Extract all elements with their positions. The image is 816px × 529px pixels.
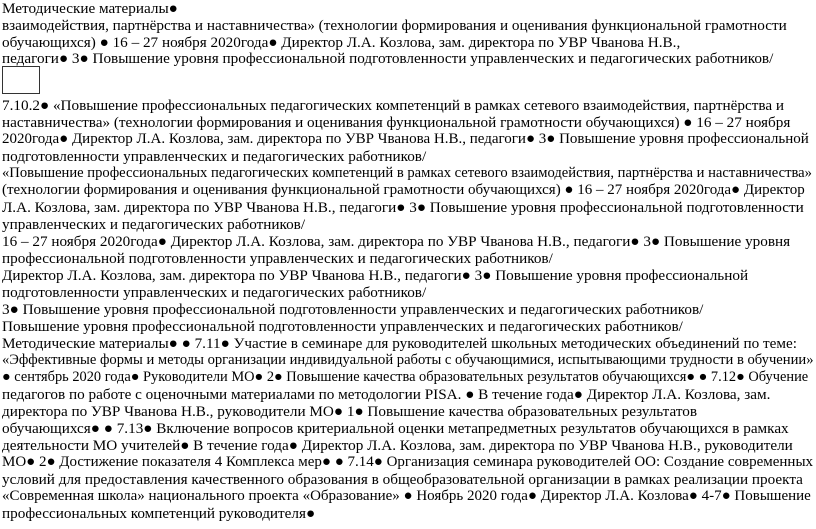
text-line: «Повышение профессиональных педагогических компетенций в рамках сетевого взаимодействия, партнёрства и наставничества»: [2, 165, 812, 181]
text-line: деятельности МО учителей● В течение года● Директор Л.А. Козлова, зам. директора по УВР Чванова Н.В., руководители: [2, 437, 793, 454]
text-line: Методические материалы● ● 7.11● Участие в семинаре для руководителей школьных методических объединений по теме:: [2, 335, 797, 352]
text-line: условий для предоставления качественного образования в общеобразовательной организации в рамках реализации проекта: [2, 471, 803, 488]
text-line: взаимодействия, партнёрства и наставничества» (технологии формирования и оценивания функциональной грамотности: [2, 17, 787, 34]
text-line: наставничества» (технологии формирования и оценивания функциональной грамотности обучающихся) ● 16 – 27 ноября: [2, 114, 791, 131]
text-line: «Эффективные формы и методы организации индивидуальной работы с обучающимися, испытывающими трудности в обучении»: [2, 352, 814, 368]
text-line: «Современная школа» национального проекта «Образование» ● Ноябрь 2020 года● Директор Л.А. Козлова● 4-7● Повышение: [2, 488, 811, 504]
text-line: 2020года● Директор Л.А. Козлова, зам. директора по УВР Чванова Н.В., педагоги● 3● Повышение уровня профессиональной: [2, 131, 809, 147]
text-line: педагоги● 3● Повышение уровня профессиональной подготовленности управленческих и педагогических работников/: [2, 50, 774, 67]
text-line: Методические материалы●: [2, 0, 178, 17]
text-line: (технологии формирования и оценивания функциональной грамотности обучающихся) ● 16 – 27 ноября 2020года● Директор: [2, 182, 805, 198]
text-line: управленческих и педагогических работников/: [2, 216, 306, 233]
text-line: Повышение уровня профессиональной подготовленности управленческих и педагогических работников/: [2, 318, 683, 335]
text-line: 7.10.2● «Повышение профессиональных педагогических компетенций в рамках сетевого взаимодействия, партнёрства и: [2, 97, 784, 114]
text-line: 16 – 27 ноября 2020года● Директор Л.А. Козлова, зам. директора по УВР Чванова Н.В., педагоги● 3● Повышение уровня: [2, 233, 791, 250]
text-line: подготовленности управленческих и педагогических работников/: [2, 148, 427, 165]
text-line: директора по УВР Чванова Н.В., руководители МО● 1● Повышение качества образовательных результатов: [2, 403, 698, 420]
text-line: педагогов по работе с оценочными материалами по методологии PISA. ● В течение года● Директор Л.А. Козлова, зам.: [2, 386, 771, 403]
text-line: ● сентябрь 2020 года● Руководители МО● 2● Повышение качества образовательных результатов обучающихся● ● 7.12● Обучение: [2, 369, 809, 385]
empty-table-cell: [2, 66, 40, 94]
text-line: Директор Л.А. Козлова, зам. директора по УВР Чванова Н.В., педагоги● 3● Повышение уровня профессиональной: [2, 267, 749, 284]
text-line: МО● 2● Достижение показателя 4 Комплекса мер● ● 7.14● Организация семинара руководителей ОО: Создание современных: [2, 454, 814, 470]
text-line: профессиональных компетенций руководителя●: [2, 505, 316, 522]
text-line: обучающихся● ● 7.13● Включение вопросов критериальной оценки метапредметных результатов обучающихся в рамках: [2, 420, 789, 437]
text-line: 3● Повышение уровня профессиональной подготовленности управленческих и педагогических работников/: [2, 301, 704, 318]
text-line: профессиональной подготовленности управленческих и педагогических работников/: [2, 250, 553, 267]
text-line: подготовленности управленческих и педагогических работников/: [2, 284, 427, 301]
text-line: Л.А. Козлова, зам. директора по УВР Чванова Н.В., педагоги● 3● Повышение уровня профессиональной подготовленности: [2, 199, 804, 216]
text-line: обучающихся) ● 16 – 27 ноября 2020года● Директор Л.А. Козлова, зам. директора по УВР Чванова Н.В.,: [2, 34, 681, 51]
